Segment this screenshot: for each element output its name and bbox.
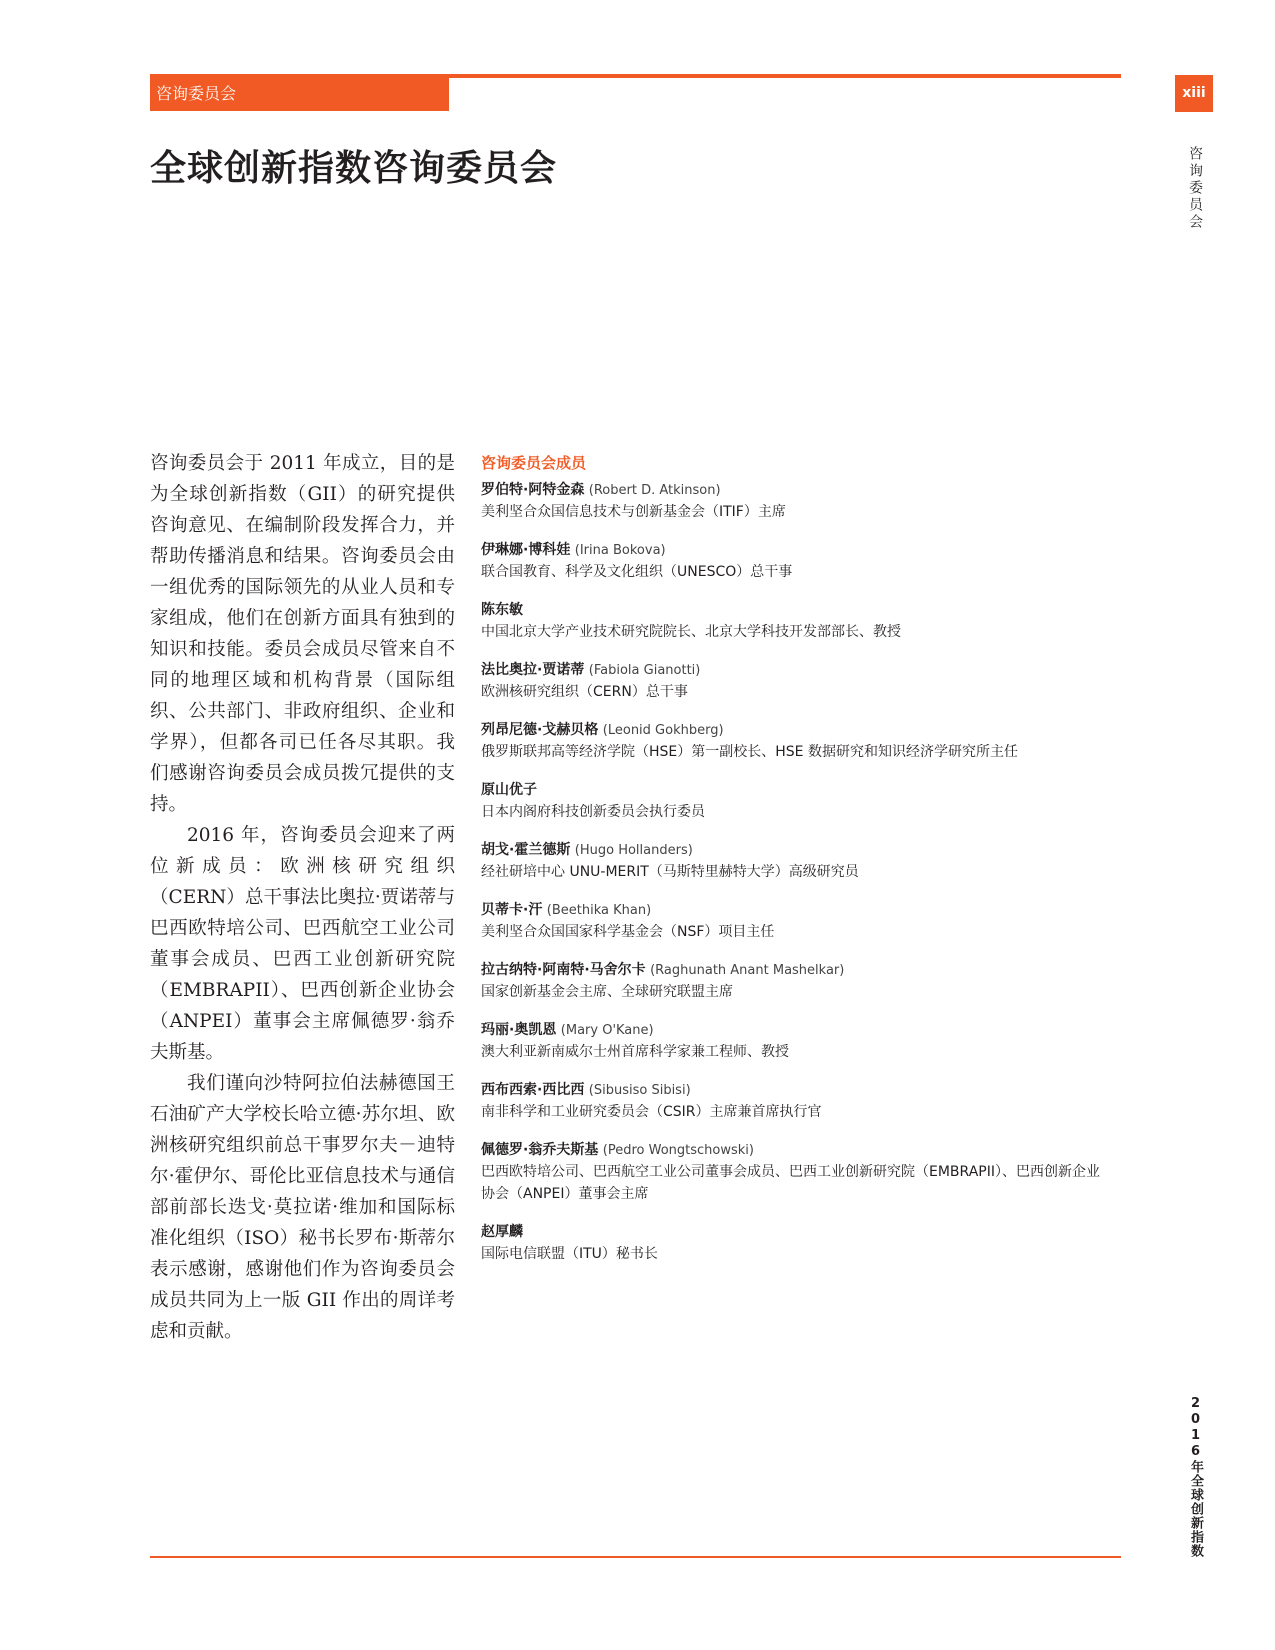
- member-english-name: (Pedro Wongtschowski): [602, 1143, 754, 1158]
- member-name: 罗伯特·阿特金森: [481, 482, 585, 498]
- member-item: [481, 840, 1101, 883]
- member-title: 巴西欧特培公司、巴西航空工业公司董事会成员、巴西工业创新研究院（EMBRAPII）、巴西创新企业协会（ANPEI）董事会主席: [481, 1164, 1100, 1202]
- member-title: 欧洲核研究组织（CERN）总干事: [481, 684, 688, 700]
- member-english-name: (Raghunath Anant Mashelkar): [650, 963, 845, 978]
- intro-paragraph: 2016 年，咨询委员会迎来了两位新成员：欧洲核研究组织（CERN）总干事法比奥拉·贾诺蒂与巴西欧特培公司、巴西航空工业公司董事会成员、巴西工业创新研究院（EMBRAPII）、巴西创新企业协会（ANPEI）董事会主席佩德罗·翁乔夫斯基。: [150, 825, 455, 1063]
- side-year-label: 2016年全球创新指数: [1188, 1396, 1203, 1558]
- member-name: 西布西索·西比西: [481, 1082, 585, 1098]
- member-item: [481, 960, 1101, 1003]
- member-name: 胡戈·霍兰德斯: [481, 842, 571, 858]
- member-item: [481, 780, 1101, 823]
- member-name: 赵厚麟: [481, 1224, 523, 1240]
- member-name-line: [481, 660, 1101, 681]
- page-number: xiii: [1175, 75, 1213, 112]
- member-name: 法比奥拉·贾诺蒂: [481, 662, 585, 678]
- member-name: 陈东敏: [481, 602, 523, 618]
- member-item: [481, 540, 1101, 583]
- member-name: 拉古纳特·阿南特·马舍尔卡: [481, 962, 646, 978]
- member-title: 澳大利亚新南威尔士州首席科学家兼工程师、教授: [481, 1044, 789, 1060]
- member-title: 美利坚合众国信息技术与创新基金会（ITIF）主席: [481, 504, 786, 520]
- member-name: 原山优子: [481, 782, 537, 798]
- member-item: [481, 480, 1101, 523]
- side-section-label: 咨询委员会: [1187, 146, 1203, 231]
- member-title: 国际电信联盟（ITU）秘书长: [481, 1246, 658, 1262]
- member-name-line: [481, 1020, 1101, 1041]
- member-item: [481, 720, 1101, 763]
- member-name-line: [481, 540, 1101, 561]
- member-english-name: (Beethika Khan): [546, 903, 652, 918]
- member-name-line: [481, 900, 1101, 921]
- member-name-line: [481, 720, 1101, 741]
- member-name-line: [481, 1140, 1101, 1161]
- member-item: [481, 1140, 1101, 1205]
- section-tab: 咨询委员会: [150, 77, 449, 111]
- member-title: 俄罗斯联邦高等经济学院（HSE）第一副校长、HSE 数据研究和知识经济学研究所主任: [481, 744, 1018, 760]
- intro-paragraph: 咨询委员会于 2011 年成立，目的是为全球创新指数（GII）的研究提供咨询意见、在编制阶段发挥合力，并帮助传播消息和结果。咨询委员会由一组优秀的国际领先的从业人员和专家组成，他们在创新方面具有独到的知识和技能。委员会成员尽管来自不同的地理区域和机构背景（国际组织、公共部门、非政府组织、企业和学界），但都各司已任各尽其职。我们感谢咨询委员会成员拨冗提供的支持。: [150, 453, 455, 815]
- member-english-name: (Mary O'Kane): [560, 1023, 654, 1038]
- intro-paragraph: 我们谨向沙特阿拉伯法赫德国王石油矿产大学校长哈立德·苏尔坦、欧洲核研究组织前总干事罗尔夫－迪特尔·霍伊尔、哥伦比亚信息技术与通信部前部长迭戈·莫拉诺·维加和国际标准化组织（ISO）秘书长罗布·斯蒂尔表示感谢，感谢他们作为咨询委员会成员共同为上一版 GII 作出的周详考虑和贡献。: [150, 1073, 455, 1342]
- member-name-line: [481, 600, 1101, 621]
- bottom-orange-rule: [150, 1556, 1121, 1558]
- member-list: [481, 452, 1101, 1282]
- member-english-name: (Fabiola Gianotti): [588, 663, 701, 678]
- member-name: 佩德罗·翁乔夫斯基: [481, 1142, 599, 1158]
- member-name: 列昂尼德·戈赫贝格: [481, 722, 599, 738]
- member-list-heading: 咨询委员会成员: [481, 454, 587, 472]
- member-name-line: [481, 780, 1101, 801]
- member-item: [481, 1020, 1101, 1063]
- member-title: 南非科学和工业研究委员会（CSIR）主席兼首席执行官: [481, 1104, 822, 1120]
- member-name: 贝蒂卡·汗: [481, 902, 543, 918]
- member-item: [481, 1080, 1101, 1123]
- member-title: 中国北京大学产业技术研究院院长、北京大学科技开发部部长、教授: [481, 624, 901, 640]
- member-english-name: (Leonid Gokhberg): [602, 723, 724, 738]
- member-title: 国家创新基金会主席、全球研究联盟主席: [481, 984, 733, 1000]
- intro-text: [150, 448, 455, 1347]
- member-name-line: [481, 480, 1101, 501]
- member-item: [481, 1222, 1101, 1265]
- member-name-line: [481, 960, 1101, 981]
- member-item: [481, 660, 1101, 703]
- page-title: 全球创新指数咨询委员会: [150, 148, 558, 189]
- member-english-name: (Sibusiso Sibisi): [588, 1083, 691, 1098]
- member-name-line: [481, 1222, 1101, 1243]
- member-title: 经社研培中心 UNU-MERIT（马斯特里赫特大学）高级研究员: [481, 864, 859, 880]
- member-name-line: [481, 840, 1101, 861]
- member-name: 伊琳娜·博科娃: [481, 542, 571, 558]
- member-title: 联合国教育、科学及文化组织（UNESCO）总干事: [481, 564, 793, 580]
- member-item: [481, 900, 1101, 943]
- member-title: 日本内阁府科技创新委员会执行委员: [481, 804, 705, 820]
- member-title: 美利坚合众国国家科学基金会（NSF）项目主任: [481, 924, 775, 940]
- member-english-name: (Hugo Hollanders): [574, 843, 693, 858]
- member-name: 玛丽·奥凯恩: [481, 1022, 557, 1038]
- member-english-name: (Irina Bokova): [574, 543, 666, 558]
- member-english-name: (Robert D. Atkinson): [588, 483, 721, 498]
- member-name-line: [481, 1080, 1101, 1101]
- member-item: [481, 600, 1101, 643]
